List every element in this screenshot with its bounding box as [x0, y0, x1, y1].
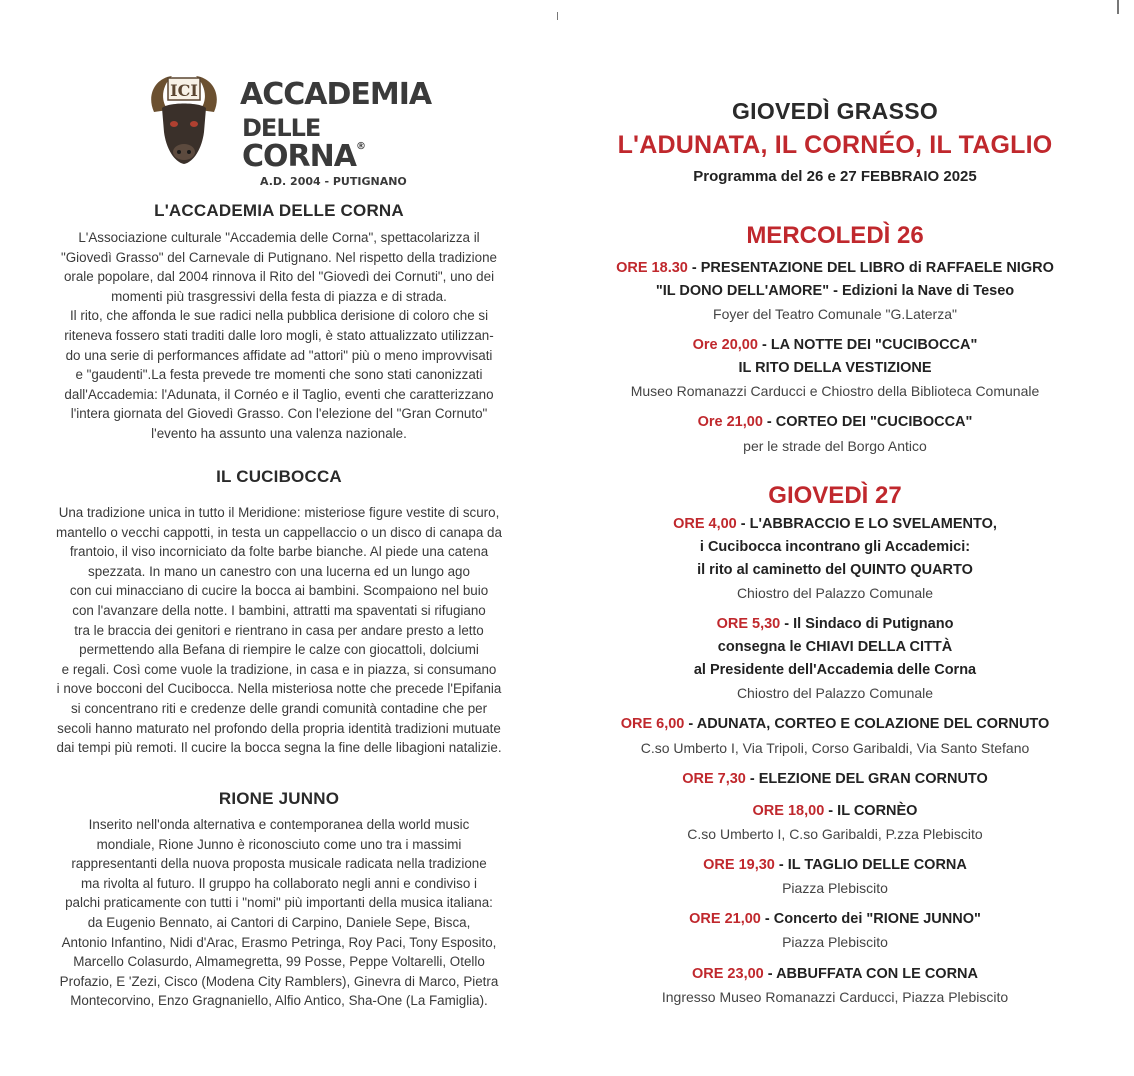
logo-subtitle: DELLE CORNA®	[242, 114, 365, 174]
section-title: RIONE JUNNO	[218, 789, 340, 808]
event-line: IL RITO DELLA VESTIZIONE	[738, 360, 932, 376]
event-location: Piazza Plebiscito	[782, 934, 888, 950]
day-heading: MERCOLEDÌ 26	[746, 222, 924, 249]
event-line: ORE 7,30 - ELEZIONE DEL GRAN CORNUTO	[682, 771, 988, 787]
event-location: Piazza Plebiscito	[782, 880, 888, 896]
section-title: IL CUCIBOCCA	[216, 467, 342, 486]
event-line: ORE 21,00 - Concerto dei "RIONE JUNNO"	[689, 911, 981, 927]
event-location: per le strade del Borgo Antico	[743, 438, 927, 454]
program-dates: Programma del 26 e 27 FEBBRAIO 2025	[693, 168, 977, 185]
day-heading: GIOVEDÌ 27	[768, 482, 902, 509]
event-location: C.so Umberto I, Via Tripoli, Corso Garibaldi, Via Santo Stefano	[640, 740, 1030, 756]
event-line: ORE 19,30 - IL TAGLIO DELLE CORNA	[703, 857, 967, 873]
event-line: i Cucibocca incontrano gli Accademici:	[699, 539, 971, 555]
event-line: ORE 18.30 - PRESENTAZIONE DEL LIBRO di RAFFAELE NIGRO	[616, 260, 1054, 276]
event-line: ORE 6,00 - ADUNATA, CORTEO E COLAZIONE DEL CORNUTO	[620, 716, 1050, 732]
event-line: ORE 23,00 - ABBUFFATA CON LE CORNA	[691, 966, 978, 982]
event-location: Chiostro del Palazzo Comunale	[736, 585, 934, 601]
event-line: ORE 4,00 - L'ABBRACCIO E LO SVELAMENTO,	[673, 516, 997, 532]
event-line: Ore 20,00 - LA NOTTE DEI "CUCIBOCCA"	[692, 337, 978, 353]
section-body: Inserito nell'onda alternativa e contemporanea della world music mondiale, Rione Junno è riconosciuto come uno tra i massimi rappresentanti della nuova proposta musicale radicata nella tradizione ma rivolta al futuro. Il gruppo ha collaborato negli anni e condiviso i palchi praticamente con tutti i "nomi" più importanti della musica italiana: da Eugenio Bennato, ai Cantori di Carpino, Daniele Sepe, Bisca, Antonio Infantino, Nidi d'Arac, Erasmo Petringa, Roy Paci, Tony Esposito, Marcello Colasurdo, Almamegretta, 99 Posse, Peppe Voltarelli, Otello Profazio, E 'Zezi, Cisco (Modena City Ramblers), Ginevra di Marco, Pietra Montecorvino, Enzo Gragnaniello, Alfio Antico, Sha-One (La Famiglia).	[59, 817, 499, 1009]
event-location: Foyer del Teatro Comunale "G.Laterza"	[713, 306, 957, 322]
edge-mark	[1117, 0, 1119, 14]
event-line: Ore 21,00 - CORTEO DEI "CUCIBOCCA"	[697, 414, 973, 430]
event-line: il rito al caminetto del QUINTO QUARTO	[697, 562, 973, 578]
monogram: ICI	[170, 81, 198, 100]
logo	[148, 72, 432, 188]
bull-head-icon	[148, 72, 220, 168]
section-body: Una tradizione unica in tutto il Meridione: misteriose figure vestite di scuro, mantello o vecchi cappotti, in testa un cappellaccio o un disco di canapa da frantoio, il viso incorniciato da folte barbe bianche. Al piede una catena spezzata. In mano un canestro con una lucerna ed un lungo ago con cui minacciano di cucire la bocca ai bambini. Scompaiono nel buio con l'avanzare della notte. I bambini, attratti ma spaventati si rifugiano tra le braccia dei genitori e rientrano in casa per andare presto a letto permettendo alla Befana di riempire le calze con giocattoli, dolciumi e regali. Così come vuole la tradizione, in casa e in piazza, si consumano i nove bocconi del Cucibocca. Nella misteriosa notte che precede l'Epifania si concentrano riti e credenze delle grandi comunità contadine che per secoli hanno maturato nel profondo della propria identità tradizioni mutuate dai tempi più remoti. Il cucire la bocca segna la fine delle libagioni natalizie.	[56, 505, 502, 756]
event-line: consegna le CHIAVI DELLA CITTÀ	[717, 639, 953, 655]
section-title: L'ACCADEMIA DELLE CORNA	[154, 201, 404, 220]
event-location: Ingresso Museo Romanazzi Carducci, Piazza Plebiscito	[661, 989, 1009, 1005]
logo-title: ACCADEMIA	[240, 77, 432, 112]
event-line: ORE 5,30 - Il Sindaco di Putignano	[716, 616, 954, 632]
event-location: Chiostro del Palazzo Comunale	[736, 685, 934, 701]
fold-mark	[557, 12, 558, 20]
program-title: GIOVEDÌ GRASSO	[731, 98, 939, 124]
program-subtitle: L'ADUNATA, IL CORNÉO, IL TAGLIO	[617, 131, 1053, 159]
event-location: Museo Romanazzi Carducci e Chiostro della Biblioteca Comunale	[630, 383, 1040, 399]
event-line: "IL DONO DELL'AMORE" - Edizioni la Nave di Teseo	[655, 283, 1015, 299]
logo-founded: A.D. 2004 - PUTIGNANO	[260, 175, 407, 188]
event-line: al Presidente dell'Accademia delle Corna	[693, 662, 977, 678]
event-line: ORE 18,00 - IL CORNÈO	[752, 803, 918, 819]
section-body: L'Associazione culturale "Accademia delle Corna", spettacolarizza il "Giovedì Grasso" del Carnevale di Putignano. Nel rispetto della tradizione orale popolare, dal 2004 rinnova il Rito del "Giovedì dei Cornuti", uno dei momenti più trasgressivi della festa di piazza e di strada. Il rito, che affonda le sue radici nella pubblica derisione di coloro che si riteneva fossero stati traditi dalle loro mogli, è stato attualizzato utilizzan- do una serie di performances affidate ad "attori" più o meno improvvisati e "gaudenti".La festa prevede tre momenti che sono stati canonizzati dall'Accademia: l'Adunata, il Cornéo e il Taglio, eventi che caratterizzano l'intera giornata del Giovedì Grasso. Con l'elezione del "Gran Cornuto" l'evento ha assunto una valenza nazionale.	[60, 230, 497, 441]
event-location: C.so Umberto I, C.so Garibaldi, P.zza Plebiscito	[687, 826, 983, 842]
